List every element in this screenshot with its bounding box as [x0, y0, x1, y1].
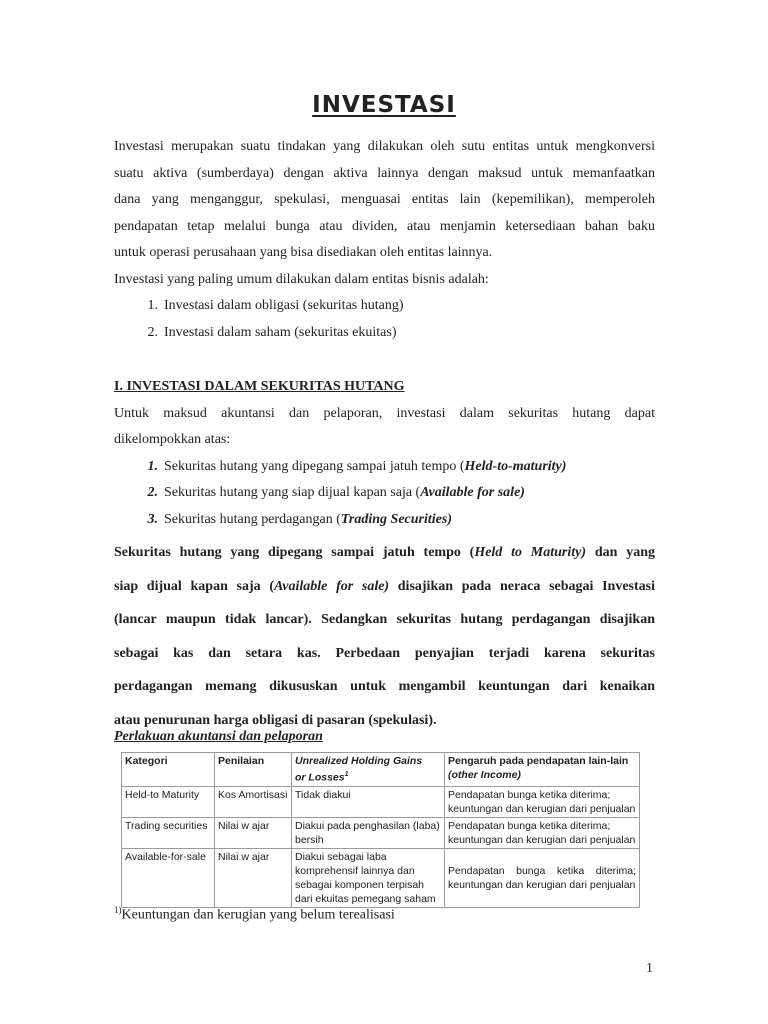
list-item: 3. Sekuritas hutang perdagangan (Trading Securities): [147, 511, 452, 527]
intro-line: pendapatan tetap melalui bunga atau dividen, atau menjamin ketersediaan bahan baku: [114, 218, 655, 234]
list-item: 2. Sekuritas hutang yang siap dijual kapan saja (Available for sale): [147, 485, 525, 500]
table-row: Held-to Maturity Kos Amortisasi Tidak diakui Pendapatan bunga ketika diterima; keuntungan dan kerugian dari penjualan: [122, 786, 640, 817]
section-debt-securities: [114, 374, 655, 533]
bold-line: (lancar maupun tidak lancar). Sedangkan sekuritas hutang perdagangan disajikan: [114, 612, 655, 627]
page-title: INVESTASI: [312, 92, 456, 118]
bold-line: atau penurunan harga obligasi di pasaran (spekulasi).: [114, 712, 437, 728]
footnote: [114, 905, 395, 924]
footnote-marker: 1): [114, 905, 122, 915]
intro-line: Investasi merupakan suatu tindakan yang dilakukan oleh sutu entitas untuk mengkonversi: [114, 139, 655, 154]
bold-line: perdagangan memang dikususkan untuk mengambil keuntungan dari kenaikan: [114, 679, 655, 694]
investment-list: [114, 293, 655, 346]
table-row: Trading securities Nilai w ajar Diakui pada penghasilan (laba) bersih Pendapatan bunga ketika diterima; keuntungan dan kerugian dari penjualan: [122, 817, 640, 848]
footnote-text: Keuntungan dan kerugian yang belum terealisasi: [121, 907, 395, 923]
table-header-row: [122, 753, 640, 787]
intro-line: suatu aktiva (sumberdaya) dengan aktiva lainnya dengan maksud untuk memanfaatkan: [114, 165, 655, 181]
bold-line: siap dijual kapan saja (Available for sale) disajikan pada neraca sebagai Investasi: [114, 578, 655, 594]
intro-paragraph: [114, 134, 655, 346]
table-row: Available-for-sale Nilai w ajar Diakui sebagai laba komprehensif lainnya dan sebagai komponen terpisah dari ekuitas pemegang saham Pendapatan bunga ketika diterima; keuntungan dan kerugian dari penjualan: [122, 848, 640, 907]
list-item: 1. Investasi dalam obligasi (sekuritas hutang): [147, 298, 404, 313]
bold-paragraph: [114, 536, 655, 737]
section-text-line: Untuk maksud akuntansi dan pelaporan, investasi dalam sekuritas hutang dapat: [114, 405, 655, 421]
section-text-line: dikelompokkan atas:: [114, 432, 231, 447]
intro-common-text: Investasi yang paling umum dilakukan dalam entitas bisnis adalah:: [114, 271, 489, 287]
section-heading: I. INVESTASI DALAM SEKURITAS HUTANG: [114, 379, 405, 394]
bold-line: Sekuritas hutang yang dipegang sampai jatuh tempo (Held to Maturity) dan yang: [114, 545, 655, 560]
accounting-treatment-table: [121, 752, 640, 908]
intro-line: untuk operasi perusahaan yang bisa disediakan oleh entitas lainnya.: [114, 245, 493, 260]
header-pengaruh: Pengaruh pada pendapatan lain-lain (other Income): [445, 753, 640, 787]
header-unrealized: Unrealized Holding Gains or Losses$^1$: [292, 753, 445, 787]
page-number: 1: [646, 961, 653, 976]
table-title: Perlakuan akuntansi dan pelaporan: [114, 729, 323, 744]
intro-line: dana yang menganggur, spekulasi, menguasai entitas lain (kepemilikan), memperoleh: [114, 192, 655, 207]
bold-line: sebagai kas dan setara kas. Perbedaan penyajian terjadi karena sekuritas: [114, 645, 655, 661]
list-item: 1. Sekuritas hutang yang dipegang sampai jatuh tempo (Held-to-maturity): [147, 458, 567, 474]
header-penilaian: Penilaian: [215, 753, 292, 787]
debt-securities-list: [114, 454, 655, 534]
list-item: 2. Investasi dalam saham (sekuritas ekuitas): [147, 324, 397, 340]
header-kategori: Kategori: [122, 753, 215, 787]
